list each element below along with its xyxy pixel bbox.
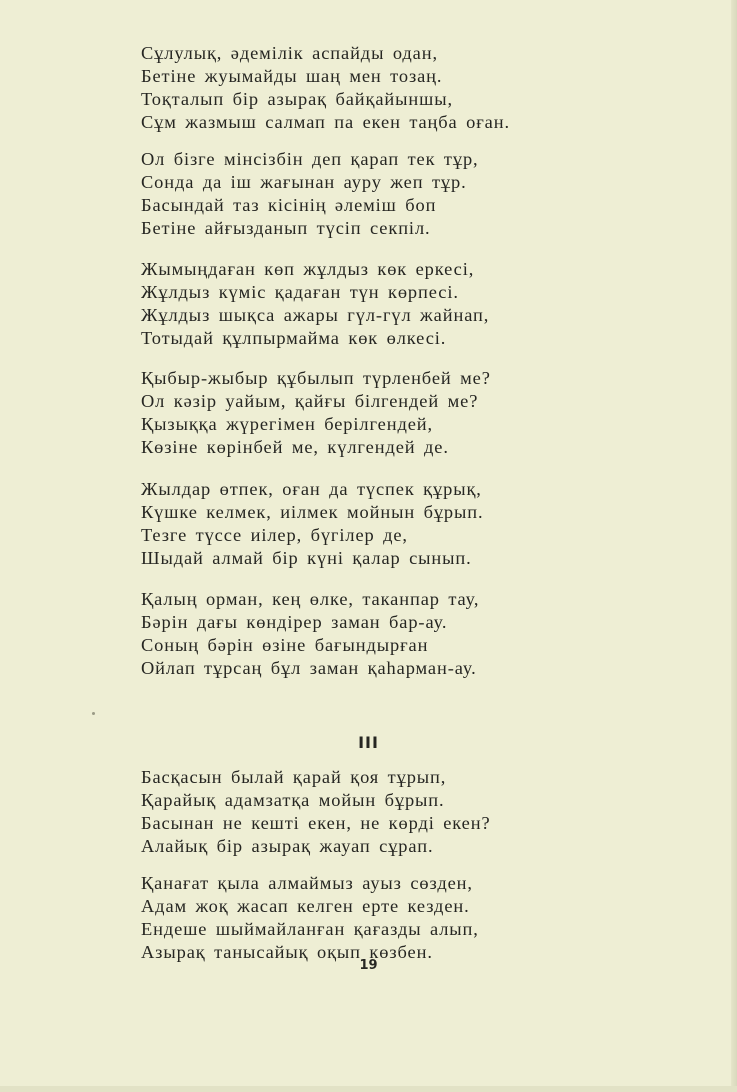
verse-line: Көзіне көрінбей ме, күлгендей де. xyxy=(141,437,449,457)
verse-line: Жымыңдаған көп жұлдыз көк еркесі, xyxy=(141,259,475,279)
verse-line: Жұлдыз күміс қадаған түн көрпесі. xyxy=(141,282,459,302)
verse-line: Қалың орман, кең өлке, таканпар тау, xyxy=(141,589,480,609)
section-heading: III xyxy=(358,733,379,752)
stanza-5 xyxy=(141,478,484,570)
verse-line: Ендеше шыймайланған қағазды алып, xyxy=(141,919,479,939)
verse-line: Ол кәзір уайым, қайғы білгендей ме? xyxy=(141,391,479,411)
verse-line: Тоқталып бір азырақ байқайыншы, xyxy=(141,89,453,109)
verse-line: Азырақ танысайық оқып көзбен. xyxy=(141,942,433,962)
verse-line: Басындай таз кісінің әлеміш боп xyxy=(141,195,437,215)
stanza-1 xyxy=(141,42,510,134)
verse-line: Жылдар өтпек, оған да түспек құрық, xyxy=(141,479,482,499)
stanza-7 xyxy=(141,766,491,858)
stanza-2 xyxy=(141,148,479,240)
verse-line: Басқасын былай қарай қоя тұрып, xyxy=(141,767,447,787)
verse-line: Ойлап тұрсаң бұл заман қаһарман-ау. xyxy=(141,658,477,678)
stanza-8 xyxy=(141,872,479,964)
page-bottom-edge xyxy=(0,1086,737,1092)
verse-line: Жұлдыз шықса ажары гүл-гүл жайнап, xyxy=(141,305,490,325)
paper-speck xyxy=(92,712,95,715)
verse-line: Тезге түссе иілер, бүгілер де, xyxy=(141,525,408,545)
verse-line: Қыбыр-жыбыр құбылып түрленбей ме? xyxy=(141,368,491,388)
verse-line: Адам жоқ жасап келген ерте кезден. xyxy=(141,896,470,916)
verse-line: Алайық бір азырақ жауап сұрап. xyxy=(141,836,434,856)
verse-line: Қарайық адамзатқа мойын бұрып. xyxy=(141,790,445,810)
verse-line: Сұм жазмыш салмап па екен таңба оған. xyxy=(141,112,510,132)
verse-line: Шыдай алмай бір күні қалар сынып. xyxy=(141,548,472,568)
verse-line: Сонда да іш жағынан ауру жеп тұр. xyxy=(141,172,467,192)
page-edge xyxy=(731,0,737,1092)
verse-line: Тотыдай құлпырмайма көк өлкесі. xyxy=(141,328,447,348)
stanza-4 xyxy=(141,367,491,459)
verse-line: Соның бәрін өзіне бағындырған xyxy=(141,635,429,655)
stanza-3 xyxy=(141,258,489,350)
verse-line: Күшке келмек, иілмек мойнын бұрып. xyxy=(141,502,484,522)
verse-line: Ол бізге мінсізбін деп қарап тек тұр, xyxy=(141,149,479,169)
stanza-6 xyxy=(141,588,479,680)
verse-line: Қанағат қыла алмаймыз ауыз сөзден, xyxy=(141,873,473,893)
verse-line: Қызыққа жүрегімен берілгендей, xyxy=(141,414,434,434)
verse-line: Бетіне айғызданып түсіп секпіл. xyxy=(141,218,431,238)
page-number: 19 xyxy=(359,958,378,973)
verse-line: Бәрін дағы көндірер заман бар-ау. xyxy=(141,612,448,632)
verse-line: Басынан не кешті екен, не көрді екен? xyxy=(141,813,491,833)
verse-line: Сұлулық, әдемілік аспайды одан, xyxy=(141,43,438,63)
verse-line: Бетіне жуымайды шаң мен тозаң. xyxy=(141,66,443,86)
